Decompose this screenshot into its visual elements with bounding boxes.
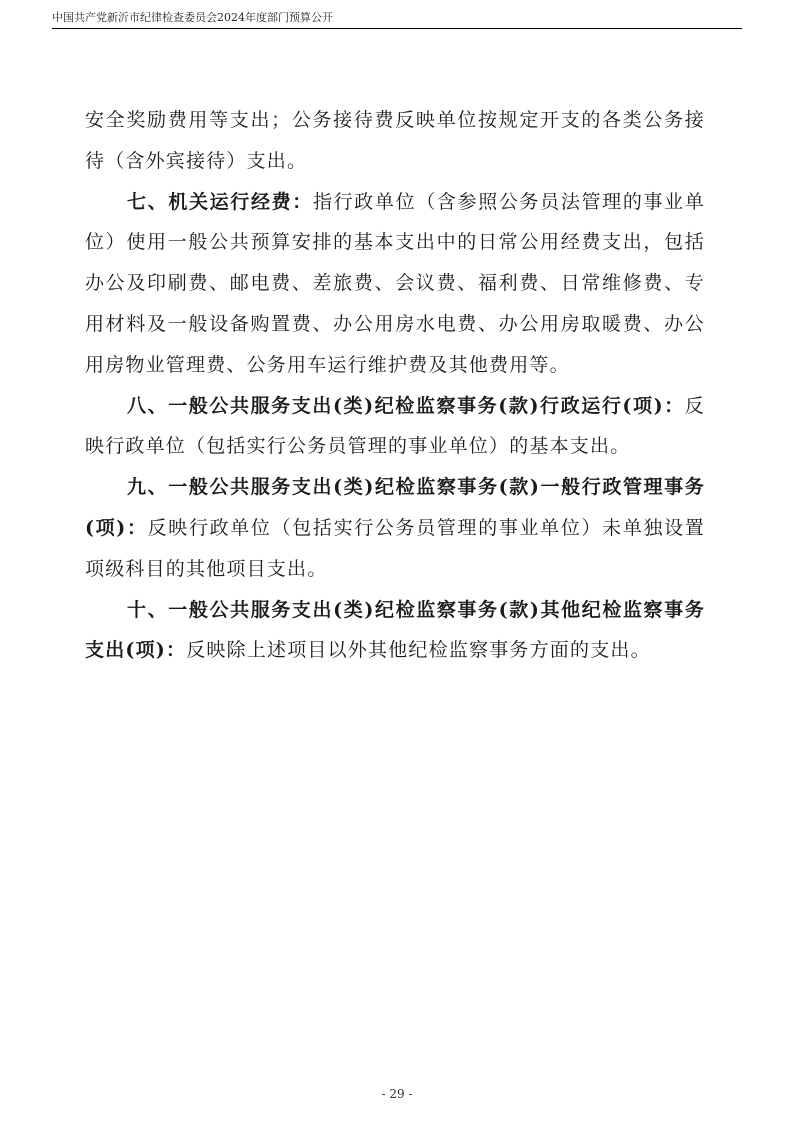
paragraph-text: 安全奖励费用等支出；公务接待费反映单位按规定开支的各类公务接待（含外宾接待）支出。: [85, 109, 705, 172]
paragraph-text: 指行政单位（含参照公务员法管理的事业单位）使用一般公共预算安排的基本支出中的日常公用经费支出，包括办公及印刷费、邮电费、差旅费、会议费、福利费、日常维修费、专用材料及一般设备购置费、办公用房水电费、办公用房取暖费、办公用房物业管理费、公务用车运行维护费及其他费用等。: [85, 190, 705, 376]
paragraph-item-7: [85, 182, 705, 386]
paragraph-item-10: [85, 590, 705, 672]
paragraph-continuation: [85, 100, 705, 182]
paragraph-heading: 十、一般公共服务支出(类)纪检监察事务(款)其他纪检监察事务支出(项)：: [85, 598, 705, 662]
document-body: [85, 100, 705, 671]
paragraph-text: 反映行政单位（包括实行公务员管理的事业单位）未单独设置项级科目的其他项目支出。: [85, 516, 705, 580]
header-title: 中国共产党新沂市纪律检查委员会2024年度部门预算公开: [52, 11, 333, 24]
paragraph-text: 反映除上述项目以外其他纪检监察事务方面的支出。: [186, 639, 651, 662]
paragraph-item-8: [85, 386, 705, 468]
page-footer: [0, 1087, 794, 1101]
paragraph-text: 反映行政单位（包括实行公务员管理的事业单位）的基本支出。: [85, 394, 705, 458]
page-number: - 29 -: [381, 1087, 413, 1101]
paragraph-heading: 九、一般公共服务支出(类)纪检监察事务(款)一般行政管理事务(项)：: [85, 476, 705, 539]
paragraph-item-9: [85, 467, 705, 589]
paragraph-heading: 八、一般公共服务支出(类)纪检监察事务(款)行政运行(项)：: [127, 394, 685, 417]
page-header: [52, 9, 742, 29]
paragraph-heading: 七、机关运行经费：: [127, 190, 313, 213]
